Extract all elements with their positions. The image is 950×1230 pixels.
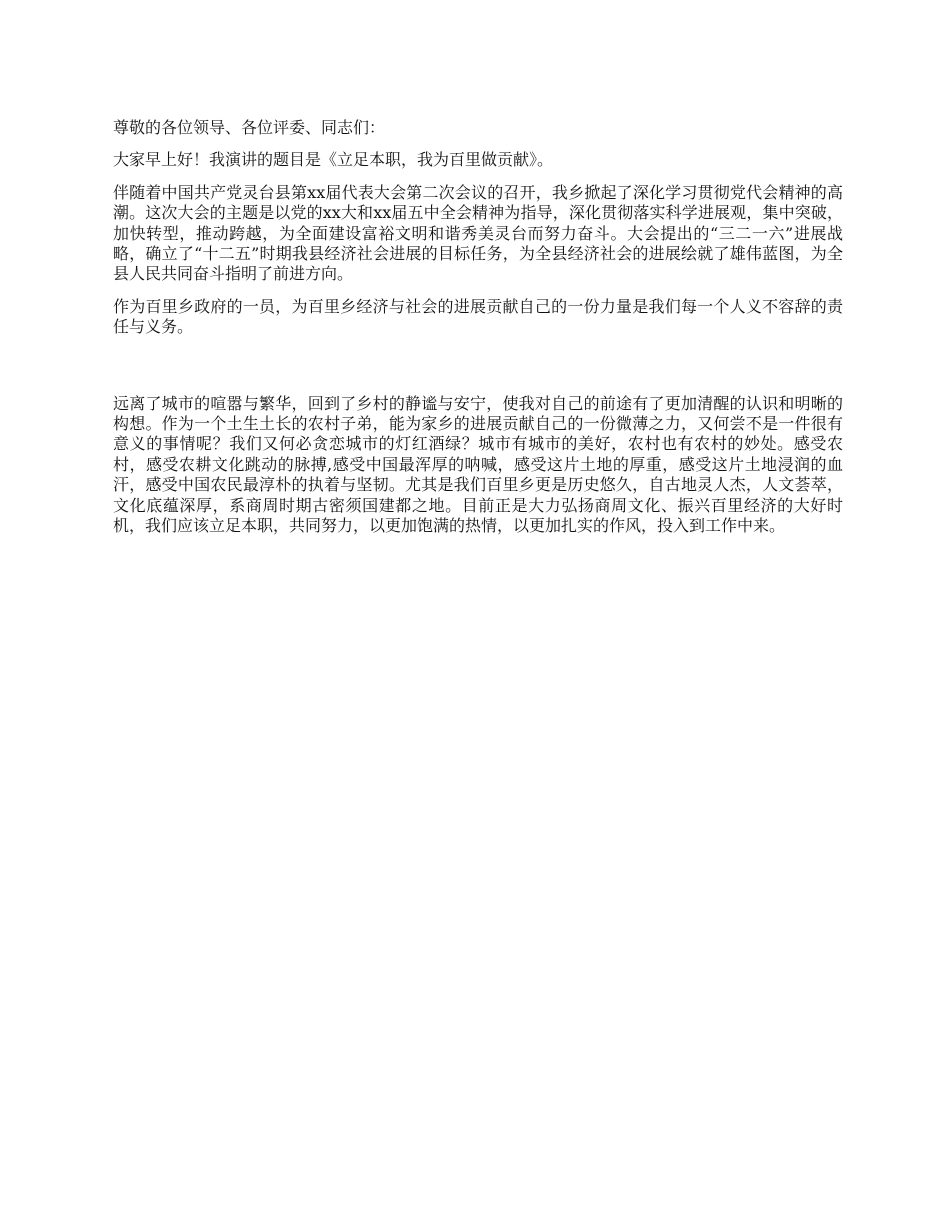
greeting: 大家早上好！我演讲的题目是《立足本职，我为百里做贡献》。 [113, 150, 554, 170]
salutation: 尊敬的各位领导、各位评委、同志们： [113, 118, 386, 137]
paragraph-1: 伴随着中国共产党灵台县第xx届代表大会第二次会议的召开，我乡掀起了深化学习贯彻党代会精神的高潮。这次大会的主题是以党的xx大和xx届五中全会精神为指导，深化贯彻落实科学进展观，集中突破，加快转型，推动跨越，为全面建设富裕文明和谐秀美灵台而努力奋斗。大会提出的“三二一六”进展战略，确立了“十二五”时期我县经济社会进展的目标任务，为全县经济社会的进展绘就了雄伟蓝图，为全县人民共同奋斗指明了前进方向。 [113, 182, 843, 284]
blank-gap [113, 350, 843, 394]
paragraph-2: 作为百里乡政府的一员，为百里乡经济与社会的进展贡献自己的一份力量是我们每一个人义不容辞的责任与义务。 [113, 296, 843, 337]
document-body [113, 118, 843, 549]
paragraph-3: 远离了城市的喧嚣与繁华，回到了乡村的静谧与安宁，使我对自己的前途有了更加清醒的认识和明晰的构想。作为一个土生土长的农村子弟，能为家乡的进展贡献自己的一份微薄之力，又何尝不是一件很有意义的事情呢？我们又何必贪恋城市的灯红酒绿？城市有城市的美好，农村也有农村的妙处。感受农村，感受农耕文化跳动的脉搏,感受中国最浑厚的呐喊，感受这片土地的厚重，感受这片土地浸润的血汗，感受中国农民最淳朴的执着与坚韧。尤其是我们百里乡更是历史悠久，自古地灵人杰，人文荟萃，文化底蕴深厚，系商周时期古密须国建都之地。目前正是大力弘扬商周文化、振兴百里经济的大好时机，我们应该立足本职，共同努力，以更加饱满的热情，以更加扎实的作风，投入到工作中来。 [113, 393, 843, 536]
